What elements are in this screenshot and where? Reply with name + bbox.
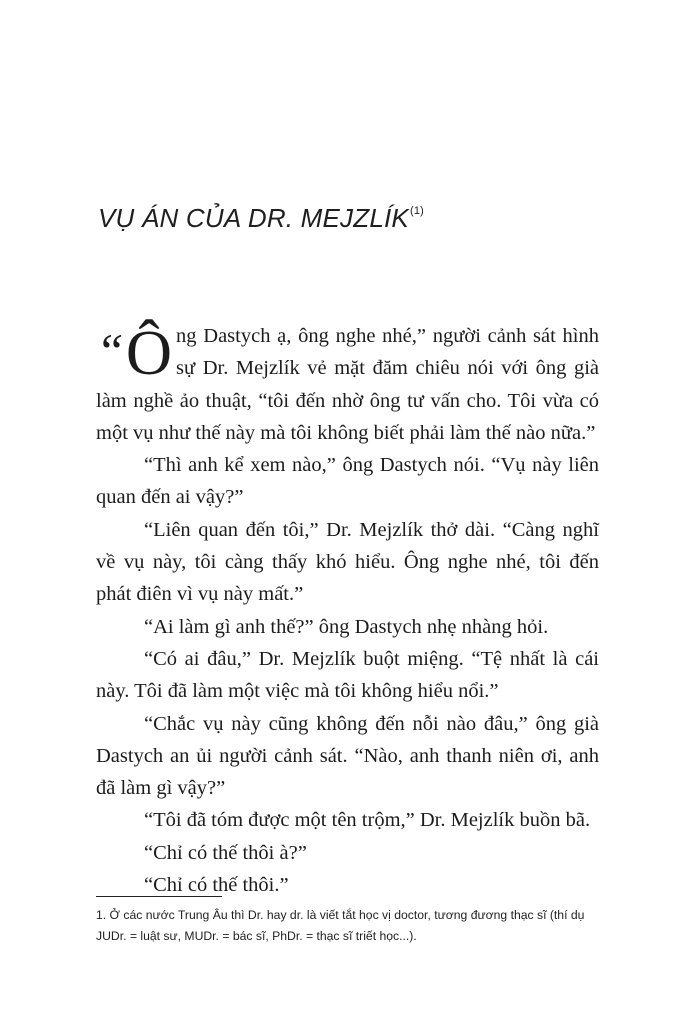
paragraph-1 xyxy=(96,317,599,449)
paragraph-text: ng Dastych ạ, ông nghe nhé,” người cảnh sát hình sự Dr. Mejzlík vẻ mặt đăm chiêu nói với ông già làm nghề ảo thuật, “tôi đến nhờ ông tư vấn cho. Tôi vừa có một vụ như thế này mà tôi không biết phải làm thế nào nữa.” xyxy=(96,325,599,444)
footnote: 1. Ở các nước Trung Âu thì Dr. hay dr. là viết tắt học vị doctor, tương đương thạc sĩ (thí dụ JUDr. = luật sư, MUDr. = bác sĩ, PhDr. = thạc sĩ triết học...). xyxy=(96,908,585,943)
opening-quote-mark: “ xyxy=(96,323,124,379)
paragraph-2: “Thì anh kể xem nào,” ông Dastych nói. “Vụ này liên quan đến ai vậy?” xyxy=(96,454,599,509)
paragraph-6: “Chắc vụ này cũng không đến nỗi nào đâu,” ông già Dastych an ủi người cảnh sát. “Nào, anh thanh niên ơi, anh đã làm gì vậy?” xyxy=(96,712,599,800)
paragraph-3: “Liên quan đến tôi,” Dr. Mejzlík thở dài. “Càng nghĩ về vụ này, tôi càng thấy khó hiểu. Ông nghe nhé, tôi đến phát điên vì vụ này mất.” xyxy=(96,518,599,606)
paragraph-4: “Ai làm gì anh thế?” ông Dastych nhẹ nhàng hỏi. xyxy=(144,615,549,638)
drop-cap: Ô xyxy=(125,317,173,388)
paragraph-5: “Có ai đâu,” Dr. Mejzlík buột miệng. “Tệ nhất là cái này. Tôi đã làm một việc mà tôi không hiểu nổi.” xyxy=(96,647,599,703)
footnote-divider xyxy=(96,896,222,897)
footnote-marker: (1) xyxy=(409,205,424,218)
body-text xyxy=(96,317,599,901)
chapter-title-text: VỤ ÁN CỦA DR. MEJZLÍK xyxy=(98,203,409,233)
paragraph-9: “Chỉ có thế thôi.” xyxy=(144,874,289,897)
chapter-title xyxy=(98,203,424,234)
paragraph-7: “Tôi đã tóm được một tên trộm,” Dr. Mejzlík buồn bã. xyxy=(144,809,591,832)
paragraph-8: “Chỉ có thế thôi à?” xyxy=(144,841,307,864)
